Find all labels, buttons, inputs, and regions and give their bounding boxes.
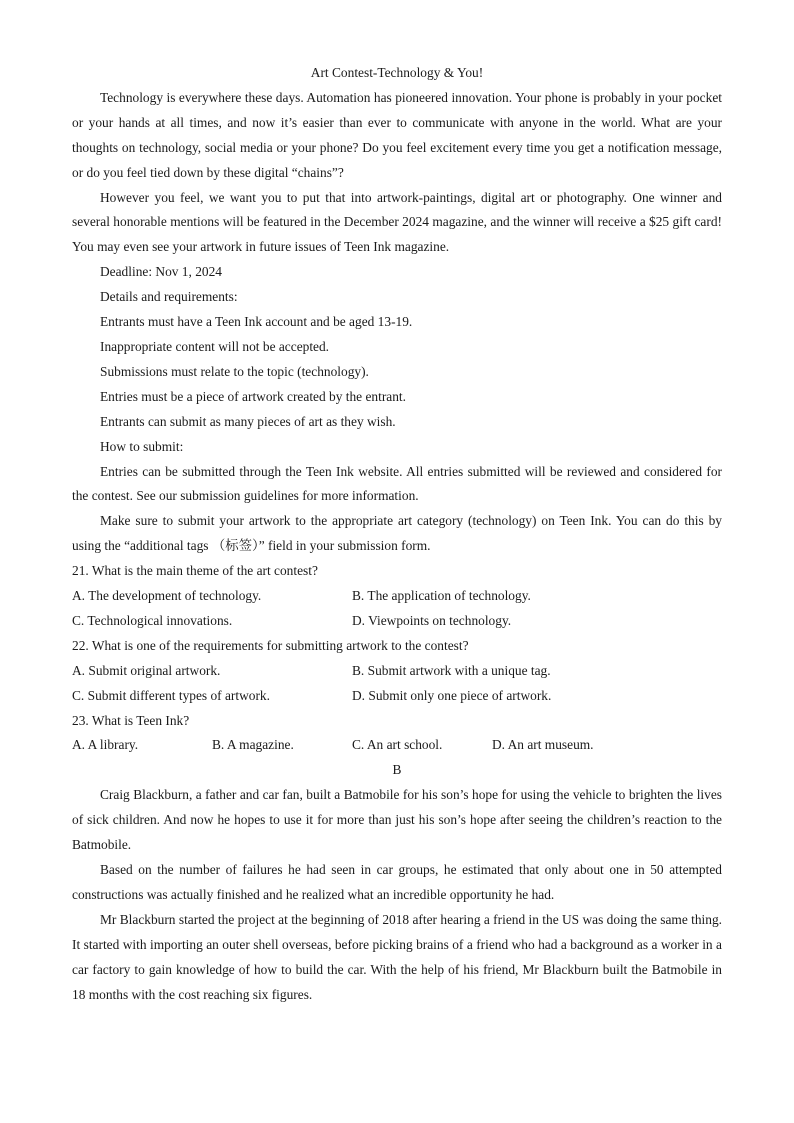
question-21-options-row bbox=[72, 584, 722, 609]
page-content bbox=[72, 61, 722, 1007]
option-b: B. Submit artwork with a unique tag. bbox=[352, 662, 551, 678]
requirement-item: Entrants can submit as many pieces of art as they wish. bbox=[100, 413, 396, 429]
option-d: D. An art museum. bbox=[492, 737, 594, 753]
passage-b-paragraph: Mr Blackburn started the project at the beginning of 2018 after hearing a friend in the US was doing the same thing. It started with importing an outer shell overseas, before picking brains of a friend who had a background as a worker in a car factory to gain knowledge of how to build the car. With the help of his friend, Mr Blackburn built the Batmobile in 18 months with the cost reaching six figures. bbox=[72, 911, 722, 1002]
option-a: A. A library. bbox=[72, 737, 139, 753]
option-d: D. Viewpoints on technology. bbox=[352, 612, 512, 628]
passage-b-label: B bbox=[392, 762, 402, 778]
requirement-item: Entrants must have a Teen Ink account and be aged 13-19. bbox=[100, 314, 413, 330]
option-b: B. A magazine. bbox=[212, 737, 294, 753]
question-21-options-row bbox=[72, 609, 722, 634]
passage-a-title: Art Contest-Technology & You! bbox=[310, 65, 484, 80]
option-c: C. An art school. bbox=[352, 737, 443, 753]
passage-b-paragraph: Craig Blackburn, a father and car fan, built a Batmobile for his son’s hope for using the vehicle to brighten the lives of sick children. And now he hopes to use it for more than just his son’s hope after seeing the children’s reaction to the Batmobile. bbox=[72, 787, 722, 853]
question-23-stem: 23. What is Teen Ink? bbox=[72, 712, 190, 728]
question-21-stem: 21. What is the main theme of the art contest? bbox=[72, 563, 318, 579]
option-a: A. Submit original artwork. bbox=[72, 662, 221, 678]
option-c: C. Technological innovations. bbox=[72, 612, 233, 628]
deadline: Deadline: Nov 1, 2024 bbox=[100, 264, 222, 280]
passage-b-paragraph: Based on the number of failures he had seen in car groups, he estimated that only about one in 50 attempted constructions was actually finished and he realized what an incredible opportunity he had. bbox=[72, 862, 722, 902]
requirement-item: Inappropriate content will not be accepted. bbox=[100, 338, 330, 354]
requirement-item: Submissions must relate to the topic (technology). bbox=[100, 363, 369, 379]
question-22-stem: 22. What is one of the requirements for submitting artwork to the contest? bbox=[72, 637, 469, 653]
option-b: B. The application of technology. bbox=[352, 588, 531, 604]
question-22-options-row bbox=[72, 659, 722, 684]
passage-a-paragraph: However you feel, we want you to put that into artwork-paintings, digital art or photography. One winner and several honorable mentions will be featured in the December 2024 magazine, and the winner will receive a $25 gift card! You may even see your artwork in future issues of Teen Ink magazine. bbox=[72, 189, 722, 255]
question-22-options-row bbox=[72, 684, 722, 709]
passage-a-paragraph: Technology is everywhere these days. Automation has pioneered innovation. Your phone is probably in your pocket or your hands at all times, and now it’s easier than ever to communicate with anyone in the world. What are your thoughts on technology, social media or your phone? Do you feel excitement every time you get a notification message, or do you feel tied down by these digital “chains”? bbox=[72, 89, 722, 180]
question-23-options-row bbox=[72, 733, 722, 758]
submit-paragraph: Make sure to submit your artwork to the appropriate art category (technology) on Teen Ink. You can do this by using the “additional tags （标签）” field in your submission form. bbox=[72, 513, 722, 554]
option-c: C. Submit different types of artwork. bbox=[72, 687, 270, 703]
how-to-submit-heading: How to submit: bbox=[100, 438, 184, 454]
submit-paragraph: Entries can be submitted through the Teen Ink website. All entries submitted will be reviewed and considered for the contest. See our submission guidelines for more information. bbox=[72, 463, 722, 504]
requirement-item: Entries must be a piece of artwork created by the entrant. bbox=[100, 388, 406, 404]
details-heading: Details and requirements: bbox=[100, 289, 238, 305]
option-d: D. Submit only one piece of artwork. bbox=[352, 687, 552, 703]
option-a: A. The development of technology. bbox=[72, 588, 262, 604]
